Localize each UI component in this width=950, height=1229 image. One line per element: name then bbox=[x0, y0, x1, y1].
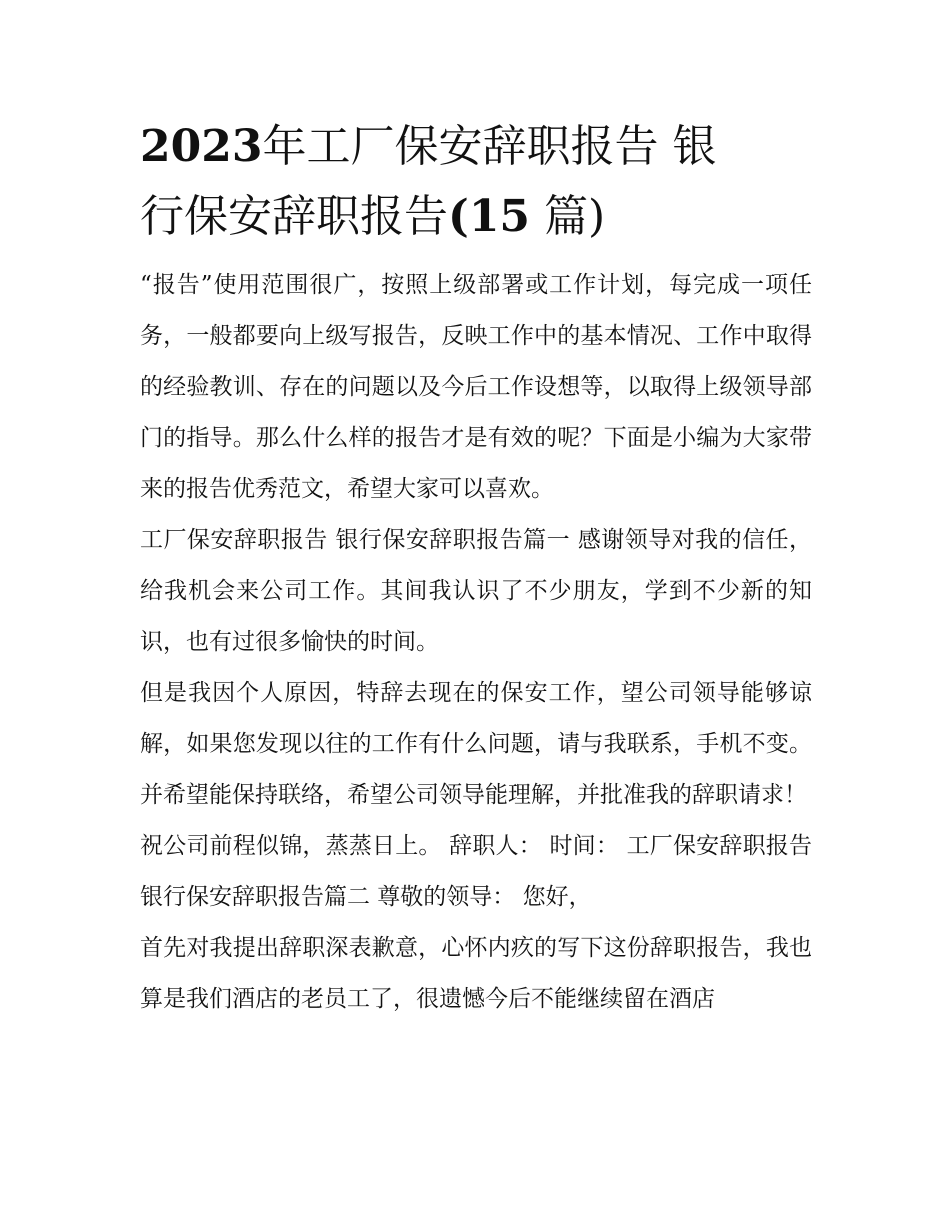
title-line-1 bbox=[140, 112, 812, 182]
paragraph-2: 但是我因个人原因，特辞去现在的保安工作，望公司领导能够谅解，如果您发现以往的工作有什么问题，请与我联系，手机不变。并希望能保持联络，希望公司领导能理解，并批准我的辞职请求！ bbox=[140, 680, 812, 808]
title-year: 2023 bbox=[140, 121, 263, 172]
document-title bbox=[140, 112, 812, 252]
document-page bbox=[140, 112, 812, 1025]
paragraph-3: 祝公司前程似锦，蒸蒸日上。 辞职人： 时间： 工厂保安辞职报告 银行保安辞职报告篇二 尊敬的领导： 您好， bbox=[140, 833, 812, 910]
title-text-3: 篇) bbox=[544, 191, 606, 242]
title-count: (15 bbox=[448, 191, 531, 242]
paragraph-1: 工厂保安辞职报告 银行保安辞职报告篇一 感谢领导对我的信任，给我机会来公司工作。其间我认识了不少朋友，学到不少新的知识，也有过很多愉快的时间。 bbox=[140, 527, 812, 655]
title-line-2 bbox=[140, 182, 812, 252]
document-body bbox=[140, 260, 812, 1025]
paragraph-4: 首先对我提出辞职深表歉意，心怀内疚的写下这份辞职报告，我也算是我们酒店的老员工了，很遗憾今后不能继续留在酒店 bbox=[140, 935, 812, 1012]
paragraph-intro: “报告”使用范围很广，按照上级部署或工作计划，每完成一项任务，一般都要向上级写报告，反映工作中的基本情况、工作中取得的经验教训、存在的问题以及今后工作设想等，以取得上级领导部门的指导。那么什么样的报告才是有效的呢？下面是小编为大家带来的报告优秀范文，希望大家可以喜欢。 bbox=[140, 272, 812, 502]
title-text-1: 年工厂保安辞职报告 银 bbox=[262, 121, 717, 172]
title-text-2: 行保安辞职报告 bbox=[140, 191, 448, 242]
